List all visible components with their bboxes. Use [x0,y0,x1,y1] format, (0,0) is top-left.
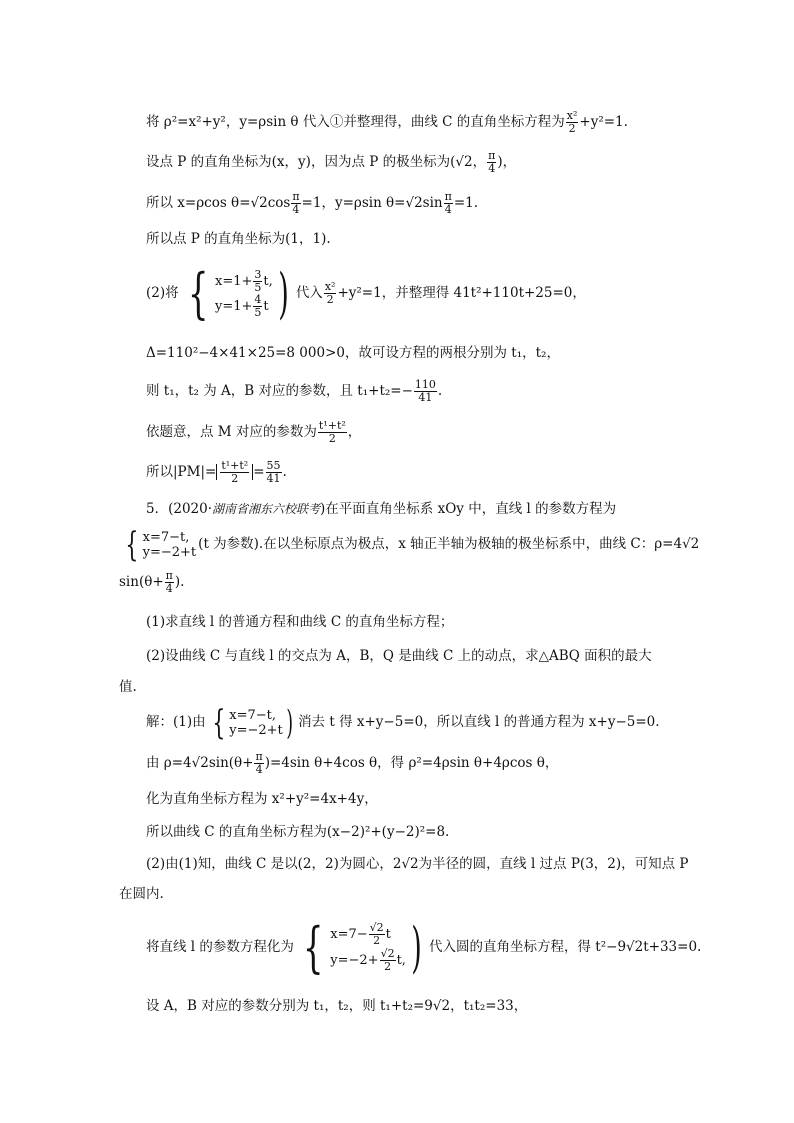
text: +y²=1，并整理得 41t²+110t+25=0， [337,285,586,301]
text: 设点 P 的直角坐标为(x，y)，因为点 P 的极坐标为 [146,154,451,170]
solution-line2 [146,751,558,776]
equation-system: { x=1+ $\frac{3}{5}$ t, y=1+ $\frac{4}{5}$ t ) [187,261,289,325]
text: 依题意，点 M 对应的参数为 [146,424,317,440]
fraction: $\frac{\text{x²}}{2}$ [566,109,578,135]
solution-line5-end: 在圆内. [119,886,164,902]
text: =1，y=ρsin θ=√2sin [301,195,443,211]
text: (t 为参数).在以坐标原点为极点，x 轴正半轴为极轴的极坐标系中，曲线 C：ρ=4√2 [198,536,700,552]
solution-line1 [146,702,660,743]
text: = [253,464,265,480]
text: ， [347,424,362,440]
solution-line4: 所以曲线 C 的直角坐标方程为(x−2)²+(y−2)²=8. [146,824,450,840]
text: 代入圆的直角坐标方程，得 t²−9√2t+33=0. [429,939,702,955]
line-substitute-rho [146,110,628,135]
text: 由 ρ=4√2sin(θ+ [146,755,254,771]
equation-system: { x=7−t, y=−2+t [125,524,197,565]
text: 则 t₁，t₂ 为 A，B 对应的参数，且 t₁+t₂=− [146,383,413,399]
equation-system: { x=7− $\frac{√2}{2}$ t y=−2+ $\frac{√2}{2}$ t, ) [302,915,422,979]
solution-line3: 化为直角坐标方程为 x²+y²=4x+4y， [146,791,378,807]
line-point-p [146,150,516,175]
question-5-part1: (1)求直线 l 的普通方程和曲线 C 的直角坐标方程； [146,614,454,630]
text: 消去 t 得 x+y−5=0，所以直线 l 的普通方程为 x+y−5=0. [298,714,660,730]
line-xy-values [146,191,478,216]
fraction: $\frac{\text{t¹+t²}}{2}$ [318,419,346,445]
text: (2)将 [146,285,179,301]
fraction: $\frac{\text{x²}}{2}$ [324,280,336,306]
fraction: $\frac{\pi}{4}$ [255,750,263,776]
line-part2-substitute [146,261,586,325]
text: (√2， [450,154,487,170]
abs-value: $\frac{\text{t¹+t²}}{2}$ [216,464,253,480]
text: +y²=1. [579,114,628,130]
question-5-line2 [119,524,700,565]
line-pm-result [146,460,287,485]
question-5-part2-end: 值. [119,679,137,695]
text: . [437,383,443,399]
line-discriminant: Δ=110²−4×41×25=8 000>0，故可设方程的两根分别为 t₁，t₂， [146,345,560,361]
text: ). [174,574,185,590]
solution-line7: 设 A，B 对应的参数分别为 t₁，t₂，则 t₁+t₂=9√2，t₁t₂=33， [146,998,528,1014]
text: =1. [453,195,479,211]
line-p-coords: 所以点 P 的直角坐标为(1，1). [146,231,331,247]
fraction: $\frac{\pi}{4}$ [165,569,173,595]
source-tag: 湖南省湘东六校联考 [212,502,321,516]
text: 解：(1)由 [146,714,206,730]
text: sin(θ+ [119,574,164,590]
fraction: $\frac{55}{41}$ [266,459,281,485]
text: )在平面直角坐标系 xOy 中，直线 l 的参数方程为 [320,501,617,517]
text: 将直线 l 的参数方程化为 [146,939,294,955]
text: 5．(2020· [146,501,213,517]
fraction: $\frac{\pi}{4}$ [444,190,452,216]
text: 所以 x=ρcos θ=√2cos [146,195,291,211]
text: )=4sin θ+4cos θ，得 ρ²=4ρsin θ+4ρcos θ， [264,755,559,771]
equation-system: { x=7−t, y=−2+t ) [211,702,293,743]
question-5-line3 [119,570,184,595]
text: 代入 [295,285,323,301]
text: 将 ρ²=x²+y²，y=ρsin θ 代入①并整理得，曲线 C 的直角坐标方程为 [146,114,565,130]
text: )， [497,154,517,170]
line-point-m [146,420,361,445]
fraction: $\frac{110}{41}$ [414,378,436,404]
question-5-part2: (2)设曲线 C 与直线 l 的交点为 A，B，Q 是曲线 C 上的动点，求△ABQ 面积的最大 [146,648,652,664]
question-5-header [146,499,616,519]
solution-line5: (2)由(1)知，曲线 C 是以(2，2)为圆心，2√2为半径的圆，直线 l 过点 P(3，2)，可知点 P [146,856,689,872]
text: . [282,464,287,480]
text: 所以|PM|= [146,464,217,480]
fraction: $\frac{\pi}{4}$ [292,190,300,216]
line-roots-sum [146,379,442,404]
fraction: $\frac{\pi}{4}$ [488,149,496,175]
solution-line6 [146,914,701,980]
